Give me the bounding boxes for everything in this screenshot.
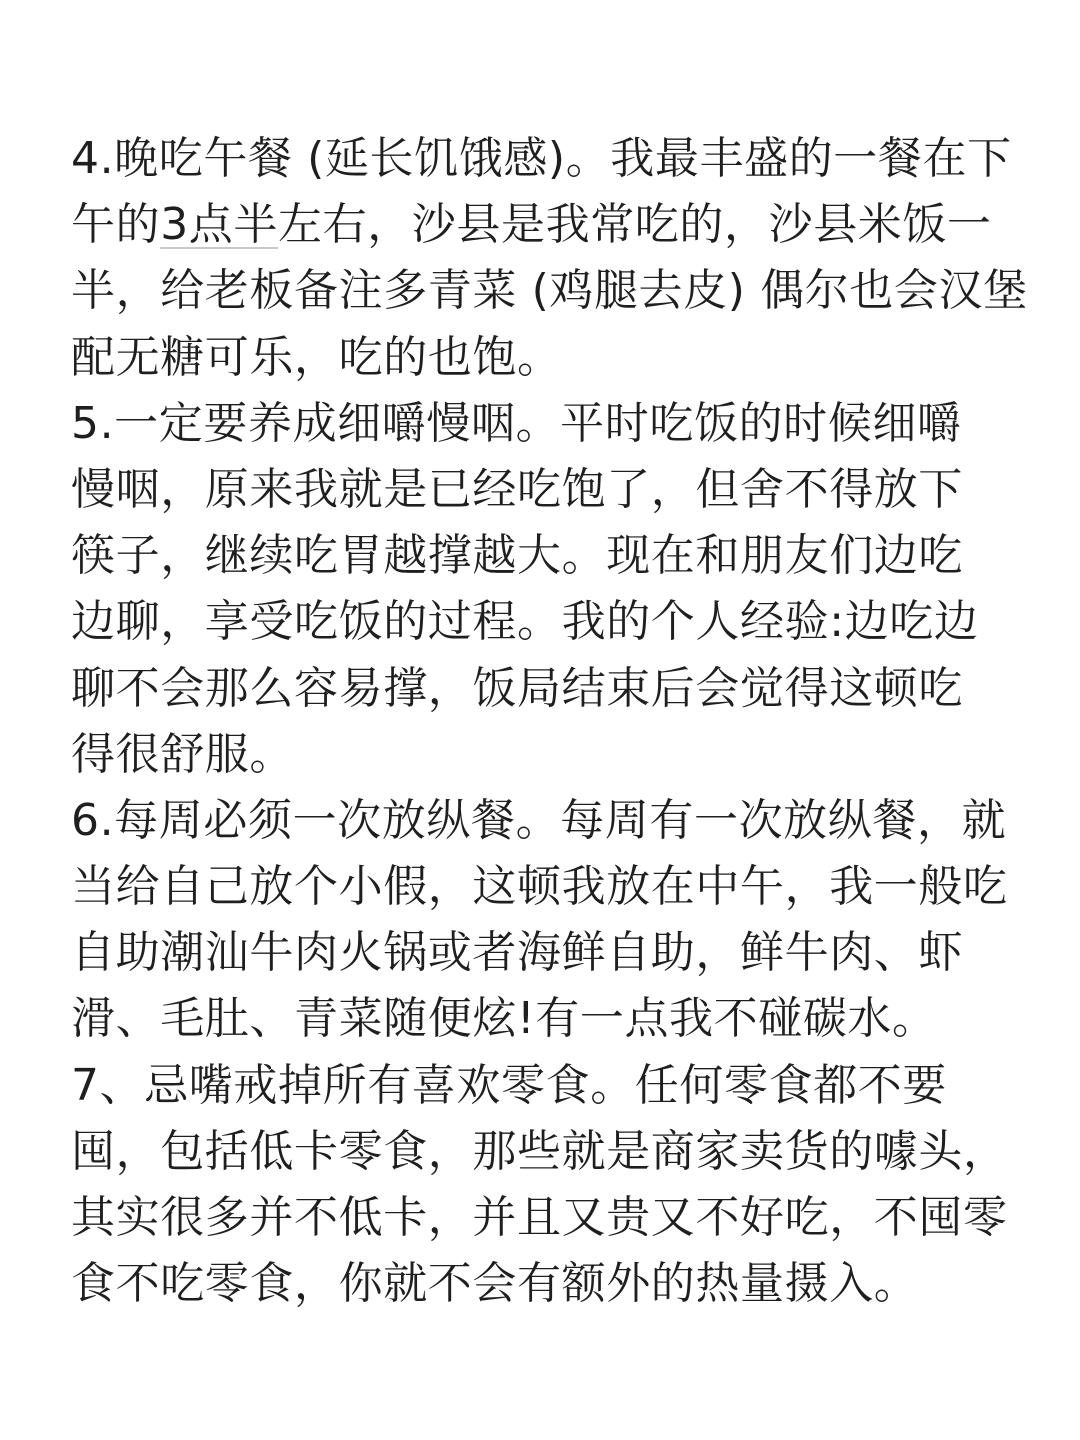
text-run: 左右，沙县是我常吃的，沙县米饭一 [278,199,992,251]
text-line: 自助潮汕牛肉火锅或者海鲜自助，鲜牛肉、虾 [71,927,963,979]
text-line: 其实很多并不低卡，并且又贵又不好吃，不囤零 [71,1192,1008,1243]
text-line: 当给自己放个小假，这顿我放在中午，我一般吃 [71,861,1008,913]
text-line: 半，给老板备注多青菜 (鸡腿去皮) 偶尔也会汉堡 [71,265,1028,317]
text-line: 囤，包括低卡零食，那些就是商家卖货的噱头， [71,1125,1008,1177]
text-line: 慢咽，原来我就是已经吃饱了，但舍不得放下 [71,463,963,515]
text-line: 7、忌嘴戒掉所有喜欢零食。任何零食都不要 [71,1059,947,1111]
text-line: 食不吃零食，你就不会有额外的热量摄入。 [71,1258,919,1310]
text-line: 4.晚吃午餐 (延长饥饿感)。我最丰盛的一餐在下 [71,133,1012,184]
text-line: 边聊，享受吃饭的过程。我的个人经验:边吃边 [71,596,979,648]
text-line: 6.每周必须一次放纵餐。每周有一次放纵餐，就 [71,794,1007,846]
text-run: 午的 [71,199,161,251]
underlined-time: 3点半 [160,199,278,251]
text-line: 滑、毛肚、青菜随便炫!有一点我不碰碳水。 [71,993,937,1045]
text-line: 筷子，继续吃胃越撑越大。现在和朋友们边吃 [71,530,963,582]
text-line [71,192,1021,258]
text-line: 聊不会那么容易撑，饭局结束后会觉得这顿吃 [71,662,963,714]
text-line: 得很舒服。 [71,728,294,780]
text-line: 5.一定要养成细嚼慢咽。平时吃饭的时候细嚼 [71,397,962,449]
article-body [71,126,1028,1317]
text-line: 配无糖可乐，吃的也饱。 [71,331,562,383]
